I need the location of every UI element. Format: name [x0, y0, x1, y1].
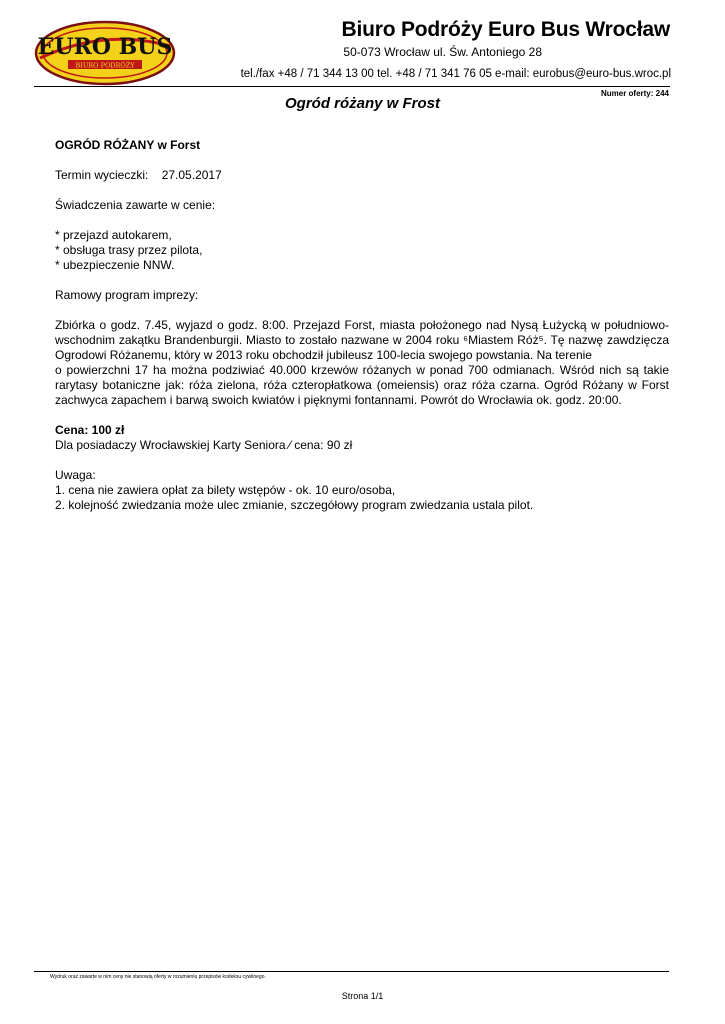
trip-date-label: Termin wycieczki: — [55, 168, 149, 182]
notes-label: Uwaga: — [55, 468, 96, 482]
header-divider — [34, 86, 670, 87]
page-number: Strona 1/1 — [341, 991, 384, 1001]
content-heading: OGRÓD RÓŻANY w Forst — [55, 138, 201, 152]
footer-divider — [34, 971, 669, 972]
service-item: * przejazd autokarem, — [55, 228, 172, 242]
note-item: 1. cena nie zawiera opłat za bilety wstępów - ok. 10 euro/osoba, — [55, 483, 396, 497]
service-item: * ubezpieczenie NNW. — [55, 258, 175, 272]
logo-text: EURO BUS — [37, 34, 173, 60]
company-contact: tel./fax +48 / 71 344 13 00 tel. +48 / 71 341 76 05 e-mail: eurobus@euro-bus.wroc.pl — [240, 68, 671, 80]
company-address: 50-073 Wrocław ul. Św. Antoniego 28 — [343, 45, 542, 59]
offer-content — [55, 138, 669, 513]
senior-price: Dla posiadaczy Wrocławskiej Karty Seniora ⁄ cena: 90 zł — [55, 438, 353, 452]
offer-title: Ogród różany w Frost — [284, 95, 440, 112]
price: Cena: 100 zł — [55, 423, 125, 437]
program-paragraph-2: o powierzchni 17 ha można podziwiać 40.000 krzewów różanych w ponad 700 odmianach. Wśród nich są takie rarytasy botaniczne jak: róża zielona, róża czteropłatkowa (omeiensis) oraz róża czarna. Ogród Różany w Forst zachwyca zapachem i barwą swoich kwiatów i pięknymi fontannami. Powrót do Wrocławia ok. godz. 20:00. — [55, 363, 669, 407]
footer-disclaimer: Wydruk oraz zawarte w nim ceny nie stanowią oferty w rozumieniu przepisów kodeksu cywilnego. — [50, 974, 266, 980]
program-paragraph-1: Zbiórka o godz. 7.45, wyjazd o godz. 8:00. Przejazd Forst, miasta położonego nad Nysą Łużycką w południowo-wschodnim zakątku Brandenburgii. Miasto to zostało nazwane w 2004 roku ⁶Miastem Róż⁵. Tę nazwę zawdzięcza Ogrodowi Różanemu, który w 2013 roku obchodził jubileusz 100-lecia swojego powstania. Na terenie — [55, 318, 669, 362]
trip-date-value: 27.05.2017 — [161, 168, 222, 182]
services-label: Świadczenia zawarte w cenie: — [55, 198, 216, 212]
note-item: 2. kolejność zwiedzania może ulec zmianie, szczegółowy program zwiedzania ustala pilot. — [55, 498, 534, 512]
company-name: Biuro Podróży Euro Bus Wrocław — [341, 18, 670, 41]
offer-number: Numer oferty: 244 — [600, 89, 669, 98]
logo-subtext: BIURO PODRÓŻY — [75, 61, 135, 70]
service-item: * obsługa trasy przez pilota, — [55, 243, 203, 257]
trip-date-line — [55, 168, 669, 183]
program-label: Ramowy program imprezy: — [55, 288, 199, 302]
